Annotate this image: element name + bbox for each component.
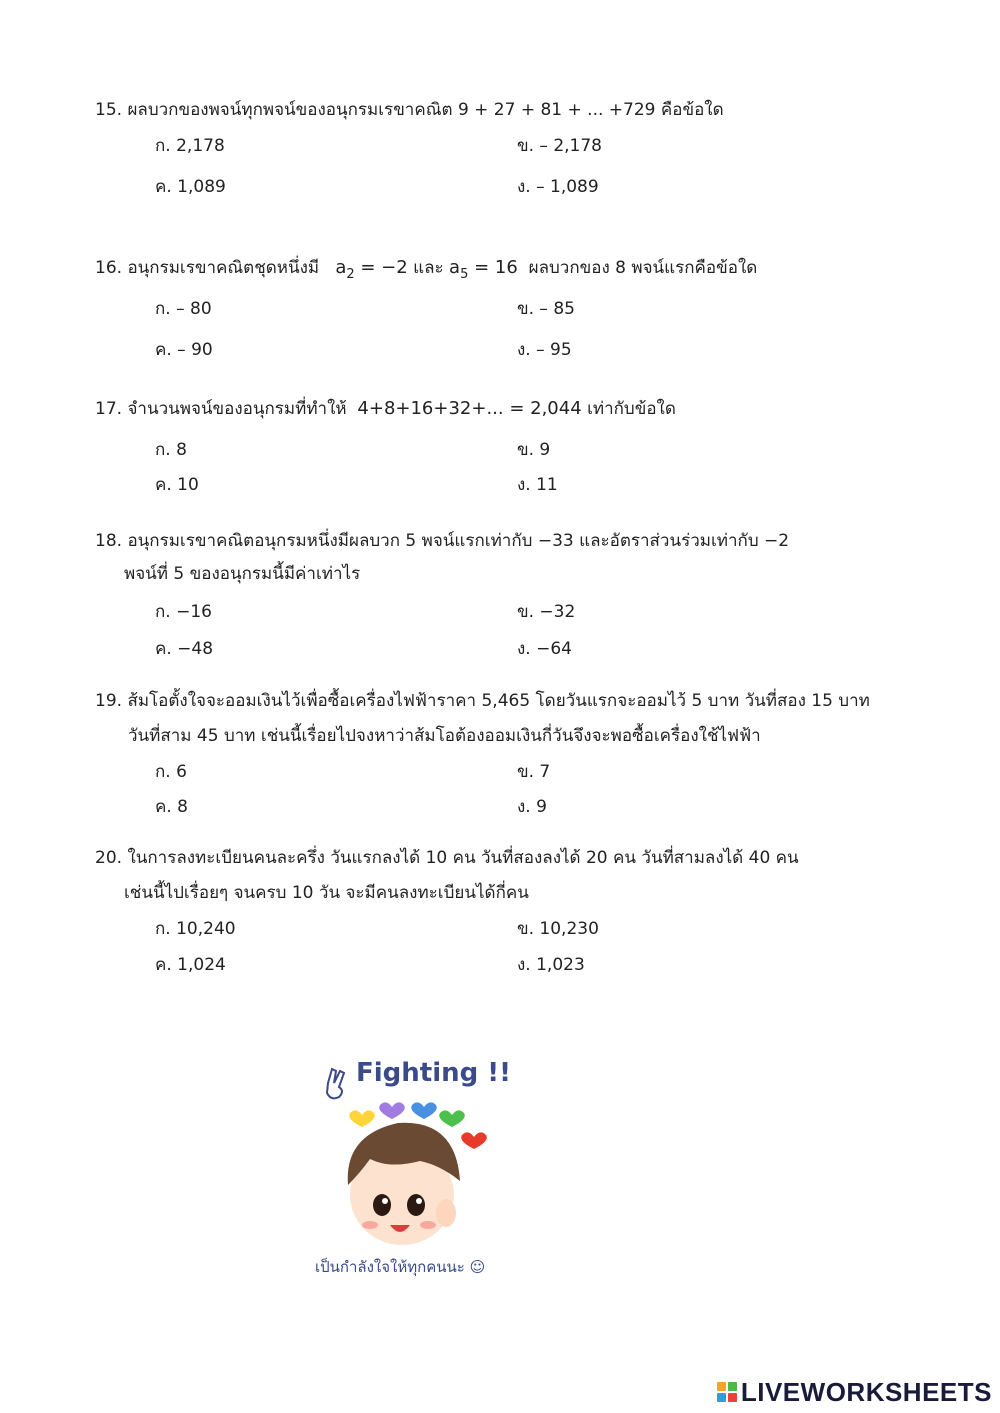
question-19-line2: วันที่สาม 45 บาท เช่นนี้เรื่อยไปจงหาว่าส้มโอต้องออมเงินกี่วันจึงจะพอซื้อเครื่องใช้ไฟฟ้า [128,726,761,746]
option-16-a[interactable]: ก. – 80 [155,299,212,319]
question-16-text-b: ผลบวกของ 8 พจน์แรกคือข้อใด [528,258,758,278]
option-18-d[interactable]: ง. −64 [517,639,572,659]
question-15: 15. ผลบวกของพจน์ทุกพจน์ของอนุกรมเรขาคณิต 9 + 27 + 81 + ... +729 คือข้อใด [95,100,724,120]
term-a5: $a_5 = 16$ [449,257,518,282]
logo-text: LIVEWORKSHEETS [740,1376,992,1407]
option-15-a[interactable]: ก. 2,178 [155,136,225,156]
option-20-c[interactable]: ค. 1,024 [155,955,226,975]
question-20-line2: เช่นนี้ไปเรื่อยๆ จนครบ 10 วัน จะมีคนลงทะเบียนได้กี่คน [124,883,529,903]
option-18-a[interactable]: ก. −16 [155,602,212,622]
option-18-c[interactable]: ค. −48 [155,639,214,659]
option-20-d[interactable]: ง. 1,023 [517,955,585,975]
question-16-text-a: 16. อนุกรมเรขาคณิตชุดหนึ่งมี [95,258,320,278]
cartoon-face-icon [310,1045,510,1285]
option-19-c[interactable]: ค. 8 [155,797,188,817]
option-16-d[interactable]: ง. – 95 [517,340,572,360]
option-18-b[interactable]: ข. −32 [517,602,576,622]
option-17-c[interactable]: ค. 10 [155,475,199,495]
question-20: 20. ในการลงทะเบียนคนละครึ่ง วันแรกลงได้ 10 คน วันที่สองลงได้ 20 คน วันที่สามลงได้ 40 คน [95,848,799,868]
series-expression: 4+8+16+32+... = 2,044 [357,398,582,419]
term-a2: $a_2 = -2$ [335,257,408,282]
option-19-d[interactable]: ง. 9 [517,797,547,817]
option-15-d[interactable]: ง. – 1,089 [517,177,599,197]
option-15-c[interactable]: ค. 1,089 [155,177,226,197]
question-19: 19. ส้มโอตั้งใจจะออมเงินไว้เพื่อซื้อเครื่องไฟฟ้าราคา 5,465 โดยวันแรกจะออมไว้ 5 บาท วันที่สอง 15 บาท [95,691,870,711]
question-18-line2: พจน์ที่ 5 ของอนุกรมนี้มีค่าเท่าไร [124,564,361,584]
option-15-b[interactable]: ข. – 2,178 [517,136,602,156]
option-17-b[interactable]: ข. 9 [517,440,551,460]
option-20-a[interactable]: ก. 10,240 [155,919,236,939]
sticker-caption: เป็นกำลังใจให้ทุกคนนะ ☺ [315,1258,486,1276]
question-17-text-a: 17. จำนวนพจน์ของอนุกรมที่ทำให้ [95,399,347,419]
option-16-c[interactable]: ค. – 90 [155,340,213,360]
fighting-sticker [310,1045,510,1285]
option-19-a[interactable]: ก. 6 [155,762,187,782]
question-16 [95,257,757,286]
question-17-text-b: เท่ากับข้อใด [587,399,676,419]
sticker-title: Fighting !! [356,1058,510,1088]
question-16-and: และ [413,258,444,278]
question-17 [95,398,676,420]
liveworksheets-logo[interactable] [717,1377,992,1407]
option-16-b[interactable]: ข. – 85 [517,299,575,319]
option-17-a[interactable]: ก. 8 [155,440,187,460]
option-19-b[interactable]: ข. 7 [517,762,551,782]
question-18: 18. อนุกรมเรขาคณิตอนุกรมหนึ่งมีผลบวก 5 พจน์แรกเท่ากับ −33 และอัตราส่วนร่วมเท่ากับ −2 [95,531,790,551]
option-20-b[interactable]: ข. 10,230 [517,919,599,939]
logo-squares-icon [717,1382,737,1402]
option-17-d[interactable]: ง. 11 [517,475,558,495]
